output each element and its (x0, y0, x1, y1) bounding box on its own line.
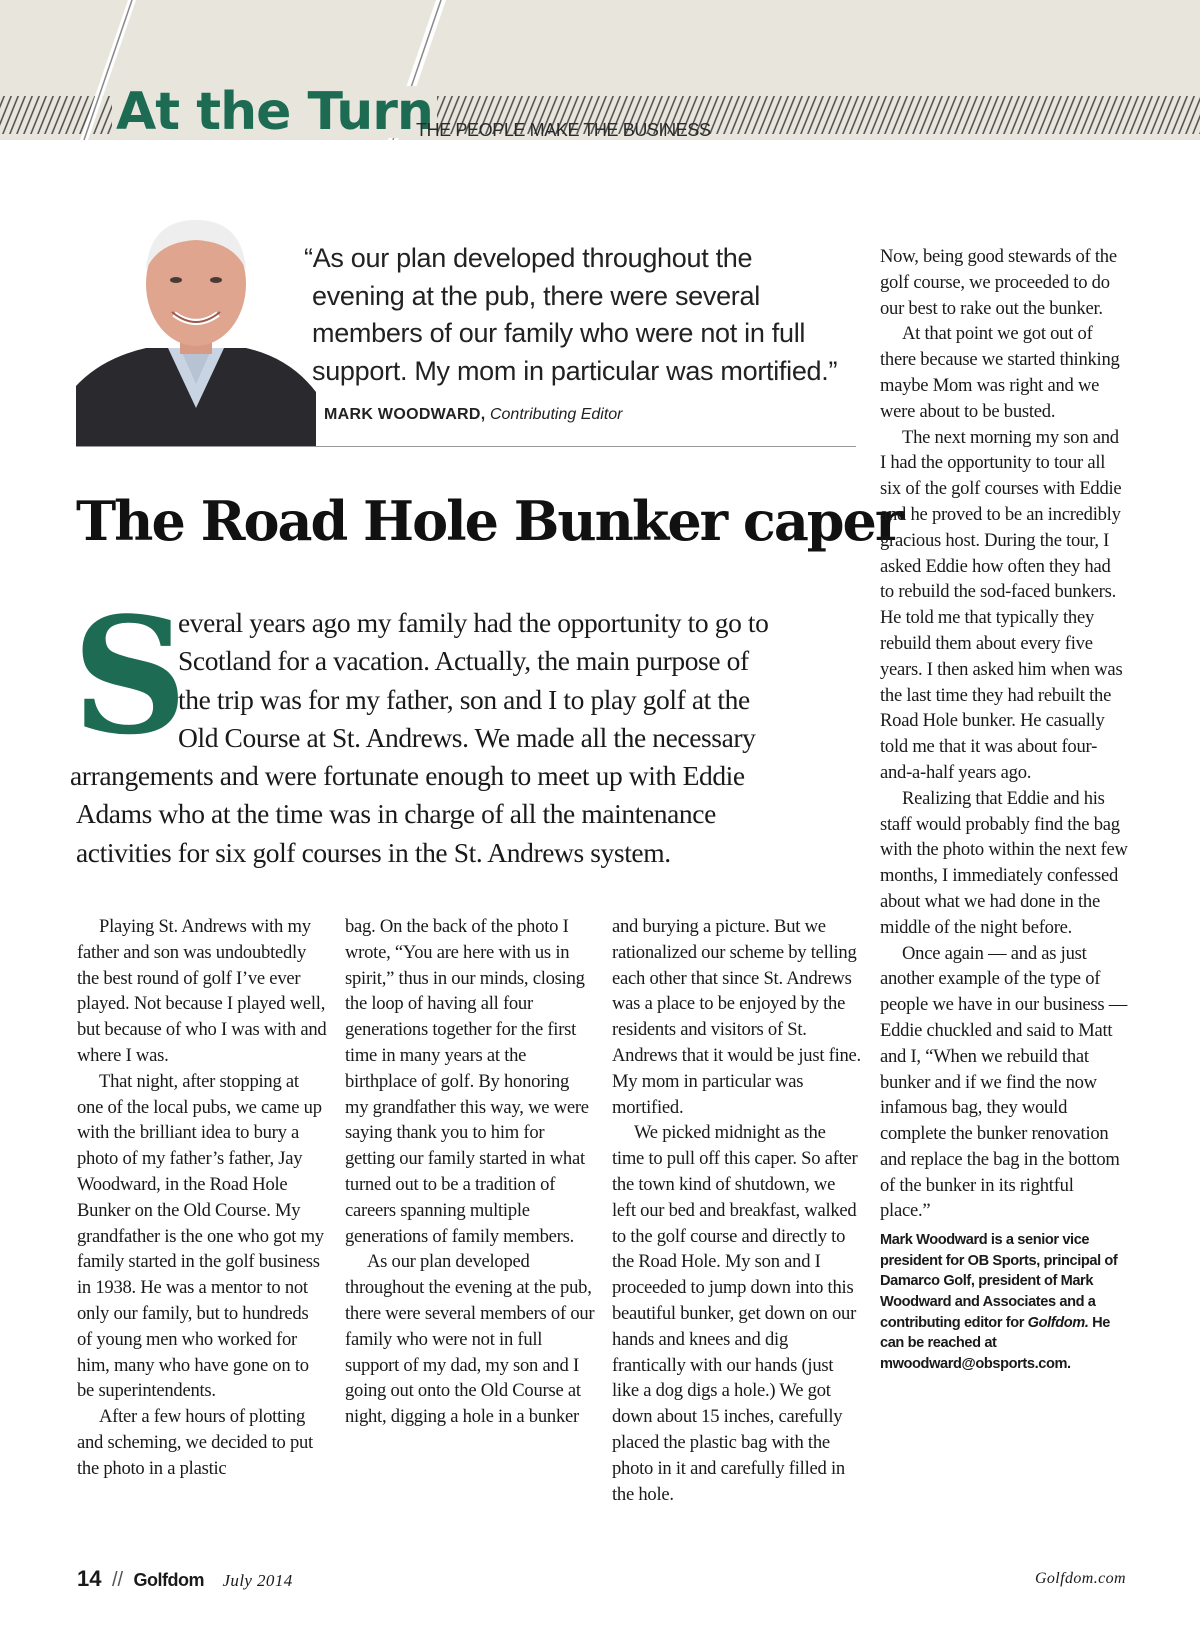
bio-contact: He can be reached at mwoodward@obsports.com. (880, 1314, 1111, 1372)
body-paragraph: As our plan developed throughout the evening at the pub, there were several members of our family who were not in full support of my dad, my son and I going out onto the Old Course at night, digging a hole in a bunker (345, 1251, 595, 1428)
pull-quote (304, 240, 852, 390)
page-number: 14 (77, 1566, 102, 1591)
deck-line: Adams who at the time was in charge of all the maintenance (76, 798, 716, 830)
body-paragraph: Realizing that Eddie and his staff would probably find the bag with the photo within the next few months, I immediately confessed about what we had done in the middle of the night before. (880, 787, 1128, 938)
body-column-3 (612, 914, 862, 1507)
page-footer (77, 1566, 293, 1592)
deck-line: the trip was for my father, son and I to play golf at the (178, 683, 750, 715)
deck-line: arrangements and were fortunate enough to meet up with Eddie (70, 760, 745, 791)
pull-quote-line: support. My mom in particular was mortified.” (312, 355, 838, 386)
body-column-4 (880, 244, 1128, 1374)
author-role: Contributing Editor (489, 406, 623, 423)
footer-separator: // (111, 1569, 124, 1591)
body-paragraph: and burying a picture. But we rationalized our scheme by telling each other that since St. Andrews was a place to be enjoyed by the residents and visitors of St. Andrews that it would be just fine. My mom in particular was mortified. (612, 916, 861, 1118)
pull-quote-line: members of our family who were not in full (312, 318, 806, 348)
quote-attribution (324, 406, 622, 424)
article-headline: The Road Hole Bunker caper (76, 489, 902, 553)
body-paragraph: bag. On the back of the photo I wrote, “You are here with us in spirit,” thus in our minds, closing the loop of having all four generations together for the first time in many years at the birthplace of golf. By honoring my grandfather this way, we were saying thank you to him for getting our family started in what turned out to be a tradition of careers spanning multiple generations of family members. (345, 916, 589, 1247)
author-portrait (76, 208, 316, 446)
section-title: At the Turn (112, 86, 437, 138)
deck-line: Scotland for a vacation. Actually, the main purpose of (178, 645, 749, 677)
body-paragraph: After a few hours of plotting and scheming, we decided to put the photo in a plastic (77, 1406, 313, 1479)
publication-name: Golfdom (133, 1570, 205, 1590)
body-column-1 (77, 914, 327, 1482)
body-paragraph: The next morning my son and I had the opportunity to tour all six of the golf courses with Eddie and he proved to be an incredibly gracious host. During the tour, I asked Eddie how often they had to rebuild the sod-faced bunkers. He told me that typically they rebuild them about every five years. I then asked him when was the last time they had rebuilt the Road Hole bunker. He casually told me that it was about four-and-a-half years ago. (880, 426, 1123, 783)
body-paragraph: That night, after stopping at one of the local pubs, we came up with the brilliant idea to bury a photo of my father’s father, Jay Woodward, in the Road Hole Bunker on the Old Course. My grandfather is the one who got my family started in the golf business in 1938. He was a mentor to not only our family, but to hundreds of young men who worked for him, many who have gone on to be superintendents. (77, 1070, 324, 1402)
body-column-2 (345, 914, 595, 1430)
body-paragraph: We picked midnight as the time to pull off this caper. So after the town kind of shutdown, we left our bed and breakfast, walked to the golf course and directly to the Road Hole. My son and I proceeded to jump down into this beautiful bunker, get down on our hands and knees and dig frantically with our hands (just like a dog digs a hole.) We got down about 15 inches, carefully placed the plastic bag with the photo in it and carefully filled in the hole. (612, 1122, 858, 1505)
deck-line: everal years ago my family had the opportunity to go to (178, 607, 769, 638)
section-tagline: THE PEOPLE MAKE THE BUSINESS (416, 120, 711, 140)
deck-paragraph-continued (70, 757, 745, 872)
issue-date: July 2014 (222, 1571, 293, 1590)
author-name: MARK WOODWARD, (324, 406, 486, 423)
deck-line: Old Course at St. Andrews. We made all the necessary (178, 722, 756, 754)
pull-quote-line: “As our plan developed throughout the (304, 243, 753, 273)
body-paragraph: At that point we got out of there because we started thinking maybe Mom was right and we were about to be busted. (880, 323, 1120, 422)
body-paragraph: Playing St. Andrews with my father and son was undoubtedly the best round of golf I’ve ever played. Not because I played well, but because of who I was with and where I was. (77, 916, 327, 1066)
website-link[interactable]: Golfdom.com (1034, 1570, 1126, 1587)
author-bio (880, 1230, 1128, 1374)
divider (76, 446, 856, 447)
bio-publication: Golfdom. (1027, 1314, 1089, 1331)
body-paragraph: Now, being good stewards of the golf course, we proceeded to do our best to rake out the bunker. (880, 246, 1117, 319)
deck-line: activities for six golf courses in the St. Andrews system. (76, 836, 671, 868)
pull-quote-line: evening at the pub, there were several (312, 280, 760, 311)
section-header (0, 0, 1200, 140)
body-paragraph: Once again — and as just another example of the type of people we have in our business — Eddie chuckled and said to Matt and I, “When we rebuild that bunker and if we find the now infamous bag, they would complete the bunker renovation and replace the bag in the bottom of the bunker in its rightful place.” (880, 942, 1128, 1222)
deck-paragraph (178, 604, 768, 758)
drop-cap: S (72, 582, 188, 770)
bio-text: Mark Woodward is a senior vice president for OB Sports, principal of Damarco Golf, president of Mark Woodward and Associates and a contributing editor for (880, 1232, 1118, 1331)
